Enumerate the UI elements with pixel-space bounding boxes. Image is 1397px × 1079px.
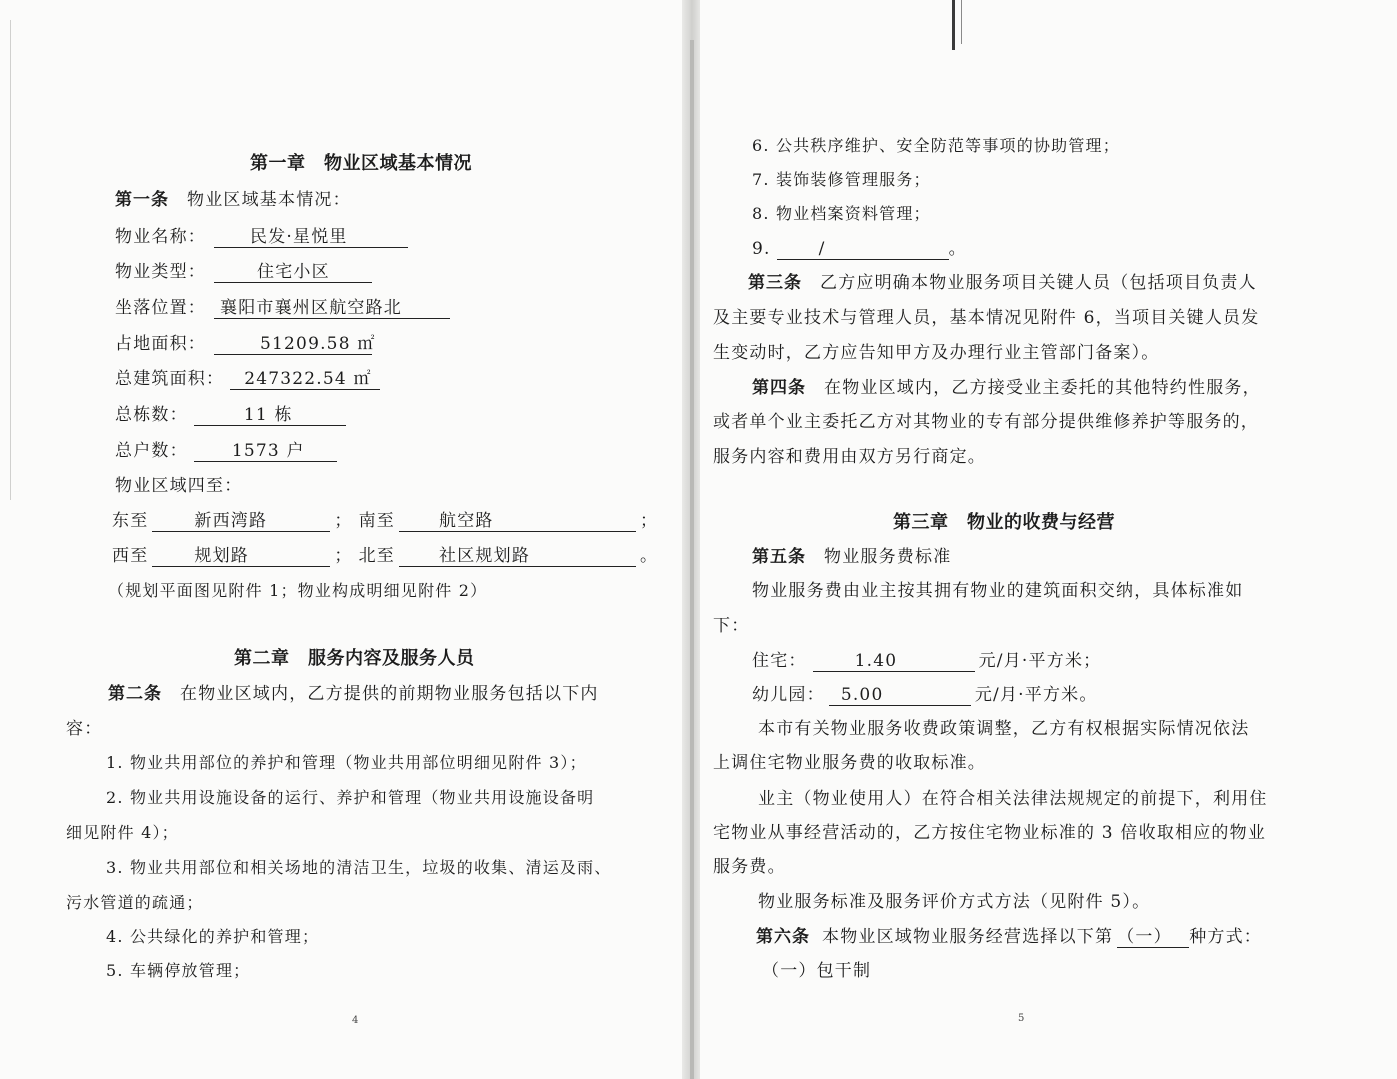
residential-fee-row (752, 650, 1101, 672)
west-value: 规划路 (152, 546, 330, 567)
article-4-line-3: 服务内容和费用由双方另行商定。 (713, 447, 986, 467)
article-4-line-2: 或者单个业主委托乙方对其物业的专有部分提供维修养护等服务的， (713, 412, 1259, 432)
building-area-row (115, 368, 380, 390)
article-3-text: 乙方应明确本物业服务项目关键人员（包括项目负责人 (820, 273, 1257, 293)
boundary-row-2 (112, 545, 658, 567)
south-label: 南至 (358, 511, 396, 531)
residential-fee-value: 1.40 (813, 651, 975, 672)
owner-line-2: 宅物业从事经营活动的，乙方按住宅物业标准的 3 倍收取相应的物业 (713, 823, 1267, 843)
scan-edge-mark (952, 0, 955, 50)
location-row (115, 297, 450, 319)
location-value: 襄阳市襄州区航空路北 (214, 298, 450, 319)
service-item-1: 1. 物业共用部位的养护和管理（物业共用部位明细见附件 3）； (106, 753, 587, 772)
boundaries-label: 物业区域四至： (115, 476, 243, 496)
article-6-label: 第六条 (756, 927, 810, 947)
residential-label: 住宅： (752, 651, 807, 671)
item-9-number: 9. (752, 239, 771, 259)
service-item-5: 5. 车辆停放管理； (106, 961, 251, 980)
article-2-label: 第二条 (108, 684, 162, 704)
service-item-4: 4. 公共绿化的养护和管理； (106, 927, 320, 946)
building-area-value: 247322.54 ㎡ (230, 369, 380, 390)
article-1 (115, 189, 351, 211)
residential-fee-unit: 元/月·平方米； (978, 651, 1102, 671)
article-3-line-2: 及主要专业技术与管理人员，基本情况见附件 6，当项目关键人员发 (713, 308, 1260, 328)
article-2 (108, 683, 599, 705)
north-value: 社区规划路 (399, 546, 636, 567)
household-count-label: 总户数： (115, 441, 188, 461)
chapter2-title: 第二章 服务内容及服务人员 (234, 648, 475, 669)
article-3 (748, 272, 1257, 294)
scan-edge-mark (961, 0, 962, 44)
south-value: 航空路 (399, 511, 636, 532)
article-1-text: 物业区域基本情况： (187, 190, 351, 210)
separator: ； (334, 546, 353, 566)
household-count-row (115, 440, 337, 462)
household-count-value: 1573 户 (194, 441, 337, 462)
building-count-label: 总栋数： (115, 405, 188, 425)
article-4-text: 在物业区域内，乙方接受业主委托的其他特约性服务， (824, 378, 1261, 398)
article-2-continued: 容： (66, 719, 103, 739)
land-area-row (115, 333, 376, 355)
separator: ； (640, 511, 659, 531)
article-4 (752, 377, 1261, 399)
building-area-label: 总建筑面积： (115, 369, 225, 389)
kindergarten-fee-row (752, 684, 1098, 706)
article-6 (756, 926, 1262, 948)
article-3-line-3: 生变动时，乙方应告知甲方及办理行业主管部门备案）。 (713, 343, 1160, 363)
kindergarten-fee-unit: 元/月·平方米。 (974, 685, 1098, 705)
article-5-text: 物业服务费标准 (824, 547, 952, 567)
page-number: 4 (352, 1015, 359, 1026)
option-1: （一）包干制 (762, 961, 872, 981)
service-item-9 (752, 238, 967, 260)
fee-text-line-1: 物业服务费由业主按其拥有物业的建筑面积交纳，具体标准如 (752, 581, 1244, 601)
article-6-text: 本物业区域物业服务经营选择以下第 (822, 927, 1114, 947)
service-item-6: 6. 公共秩序维护、安全防范等事项的协助管理； (752, 136, 1120, 155)
article-4-label: 第四条 (752, 378, 806, 398)
article-6-choice: （一） (1117, 927, 1189, 948)
policy-line-1: 本市有关物业服务收费政策调整，乙方有权根据实际情况依法 (758, 719, 1250, 739)
service-item-3: 3. 物业共用部位和相关场地的清洁卫生，垃圾的收集、清运及雨、 (106, 858, 612, 877)
right-page (700, 0, 1397, 1079)
service-item-7: 7. 装饰装修管理服务； (752, 170, 931, 189)
chapter3-title: 第三章 物业的收费与经营 (893, 512, 1115, 533)
property-name-value: 民发·星悦里 (214, 227, 408, 248)
property-type-label: 物业类型： (115, 262, 206, 282)
north-label: 北至 (358, 546, 396, 566)
land-area-value: 51209.58 ㎡ (214, 334, 372, 355)
location-label: 坐落位置： (115, 298, 206, 318)
property-type-row (115, 261, 372, 283)
boundary-row-1 (112, 510, 658, 532)
kindergarten-label: 幼儿园： (752, 685, 825, 705)
appendix-note: （规划平面图见附件 1；物业构成明细见附件 2） (108, 581, 488, 600)
item-9-end: 。 (948, 239, 967, 259)
property-name-label: 物业名称： (115, 227, 206, 247)
building-count-row (115, 404, 346, 426)
article-1-label: 第一条 (115, 190, 169, 210)
chapter1-title: 第一章 物业区域基本情况 (250, 153, 472, 174)
service-standard-line: 物业服务标准及服务评价方式方法（见附件 5）。 (758, 892, 1151, 912)
page-number: 5 (1018, 1013, 1025, 1024)
service-item-2-continued: 细见附件 4）； (66, 823, 179, 842)
separator: ； (334, 511, 353, 531)
land-area-label: 占地面积： (115, 334, 206, 354)
property-name-row (115, 226, 408, 248)
page-edge-line (10, 20, 11, 500)
owner-line-3: 服务费。 (713, 857, 786, 877)
owner-line-1: 业主（物业使用人）在符合相关法律法规规定的前提下，利用住 (758, 789, 1268, 809)
left-page (0, 0, 682, 1079)
property-type-value: 住宅小区 (214, 262, 372, 283)
service-item-2: 2. 物业共用设施设备的运行、养护和管理（物业共用设施设备明 (106, 788, 595, 807)
building-count-value: 11 栋 (194, 405, 346, 426)
article-5 (752, 546, 951, 568)
policy-line-2: 上调住宅物业服务费的收取标准。 (713, 753, 986, 773)
article-2-text: 在物业区域内，乙方提供的前期物业服务包括以下内 (180, 684, 599, 704)
article-6-end: 种方式： (1189, 927, 1263, 947)
article-3-label: 第三条 (748, 273, 802, 293)
west-label: 西至 (112, 546, 149, 566)
gutter-shadow (690, 40, 694, 1079)
separator: 。 (640, 546, 659, 566)
service-item-3-continued: 污水管道的疏通； (66, 893, 204, 912)
east-value: 新西湾路 (152, 511, 330, 532)
service-item-8: 8. 物业档案资料管理； (752, 204, 931, 223)
item-9-value: / (777, 239, 949, 260)
east-label: 东至 (112, 511, 149, 531)
kindergarten-fee-value: 5.00 (829, 685, 971, 706)
fee-text-line-2: 下： (713, 616, 750, 636)
article-5-label: 第五条 (752, 547, 806, 567)
